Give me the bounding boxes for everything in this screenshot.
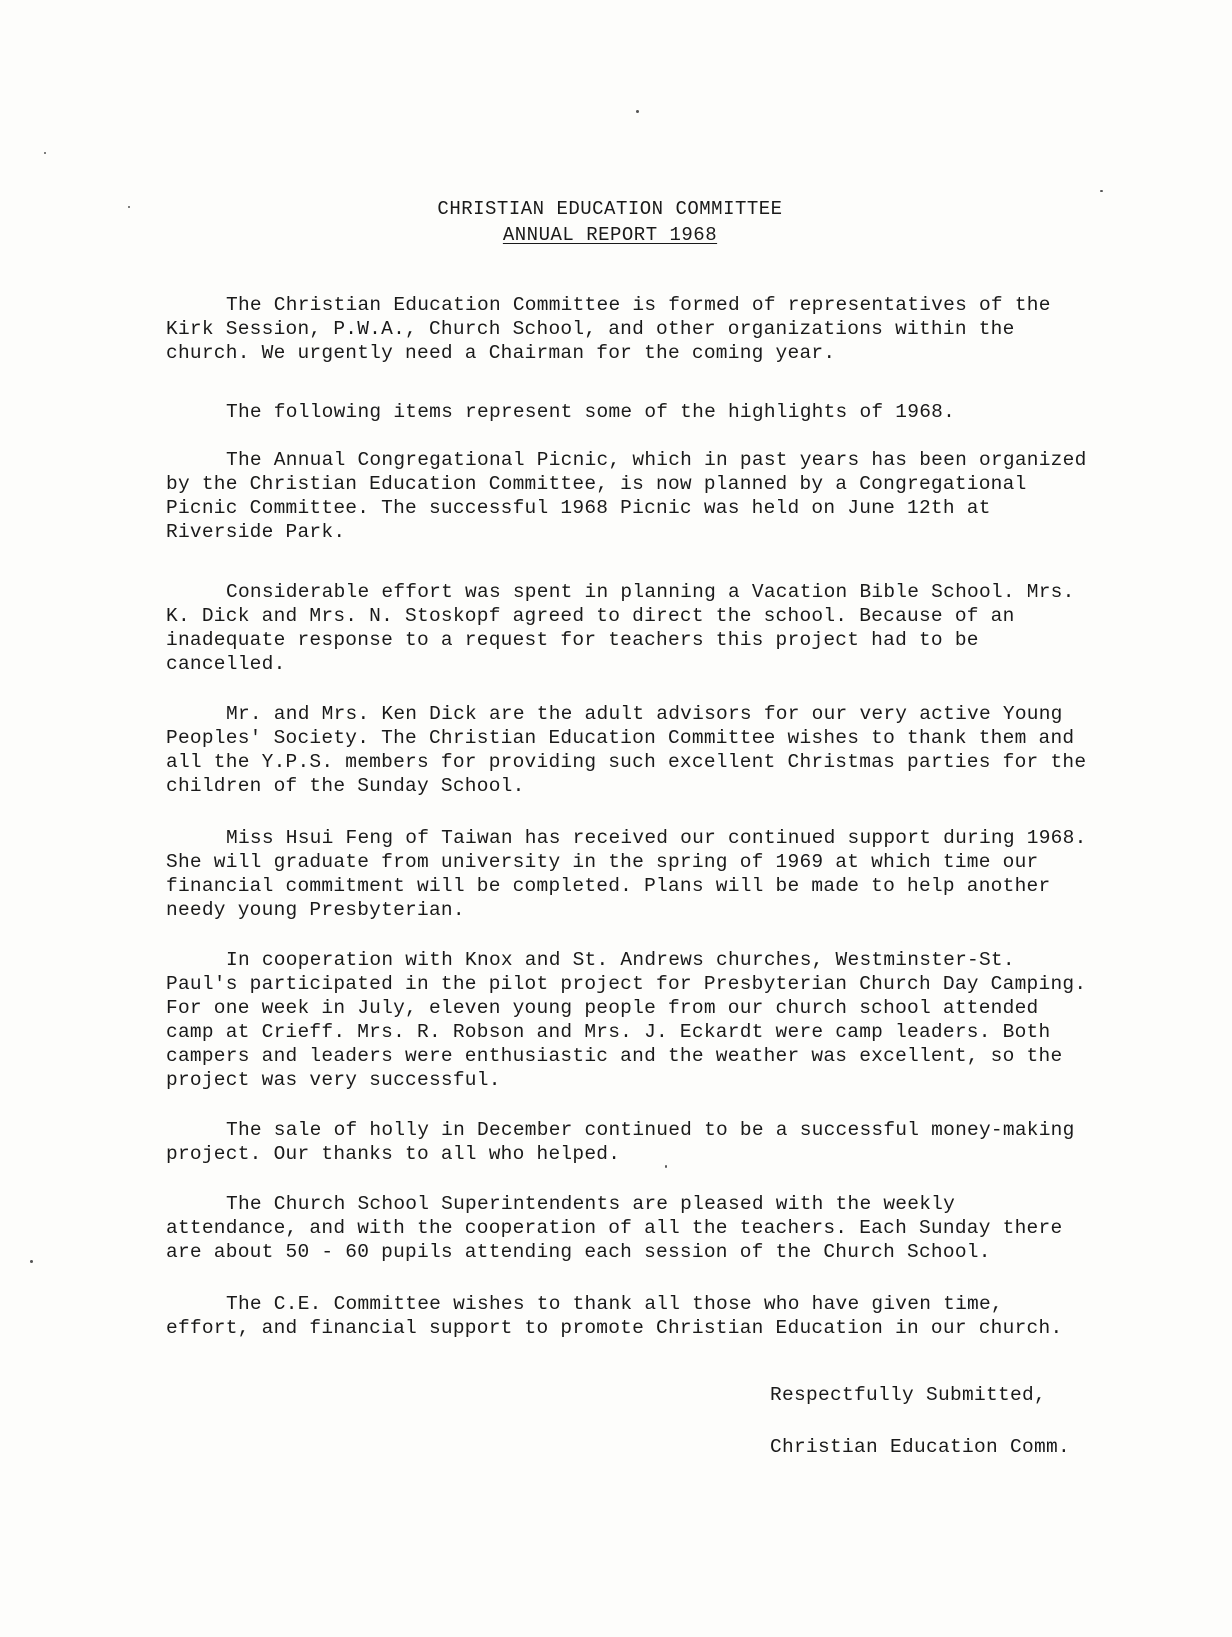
paragraph-support-taiwan: Miss Hsui Feng of Taiwan has received our continued support during 1968. She will graduate from university in the spring of 1969 at which time our financial commitment will be completed. Plans will be made to help another needy young Presbyterian. — [166, 827, 1087, 921]
paragraph-church-school: The Church School Superintendents are pleased with the weekly attendance, and with the cooperation of all the teachers. Each Sunday there are about 50 - 60 pupils attending each session of the Church School. — [166, 1193, 1063, 1263]
signature-line: Christian Education Comm. — [770, 1436, 1071, 1458]
report-subtitle: ANNUAL REPORT 1968 — [502, 224, 718, 246]
report-header — [300, 196, 920, 248]
scan-speck — [636, 110, 639, 113]
paragraph-day-camping: In cooperation with Knox and St. Andrews churches, Westminster-St. Paul's participated in the pilot project for Presbyterian Church Day Camping. For one week in July, eleven young people from our church school attended camp at Crieff. Mrs. R. Robson and Mrs. J. Eckardt were camp leaders. Both campers and leaders were enthusiastic and the weather was excellent, so the project was very successful. — [166, 949, 1087, 1091]
closing-line: Respectfully Submitted, — [770, 1384, 1047, 1406]
scan-speck — [1100, 190, 1103, 192]
paragraph-highlights: The following items represent some of the highlights of 1968. — [226, 401, 956, 423]
paragraph-picnic: The Annual Congregational Picnic, which in past years has been organized by the Christian Education Committee, is now planned by a Congregational Picnic Committee. The successful 1968 Picnic was held on June 12th at Riverside Park. — [166, 449, 1087, 543]
scan-speck — [44, 152, 46, 154]
report-title: CHRISTIAN EDUCATION COMMITTEE — [437, 198, 783, 220]
paragraph-intro: The Christian Education Committee is formed of representatives of the Kirk Session, P.W.A., Church School, and other organizations within the church. We urgently need a Chairman for the coming year. — [166, 294, 1051, 364]
paragraph-vacation-bible-school: Considerable effort was spent in planning a Vacation Bible School. Mrs. K. Dick and Mrs. N. Stoskopf agreed to direct the school. Because of an inadequate response to a request for teachers this project had to be cancelled. — [166, 581, 1075, 675]
paragraph-holly-sale: The sale of holly in December continued to be a successful money-making project. Our thanks to all who helped. — [166, 1119, 1075, 1165]
paragraph-thanks: The C.E. Committee wishes to thank all those who have given time, effort, and financial support to promote Christian Education in our church. — [166, 1293, 1063, 1339]
scan-speck — [30, 1260, 33, 1263]
scan-speck — [128, 206, 130, 208]
paragraph-young-peoples-society: Mr. and Mrs. Ken Dick are the adult advisors for our very active Young Peoples' Society. The Christian Education Committee wishes to thank them and all the Y.P.S. members for providing such excellent Christmas parties for the children of the Sunday School. — [166, 703, 1087, 797]
